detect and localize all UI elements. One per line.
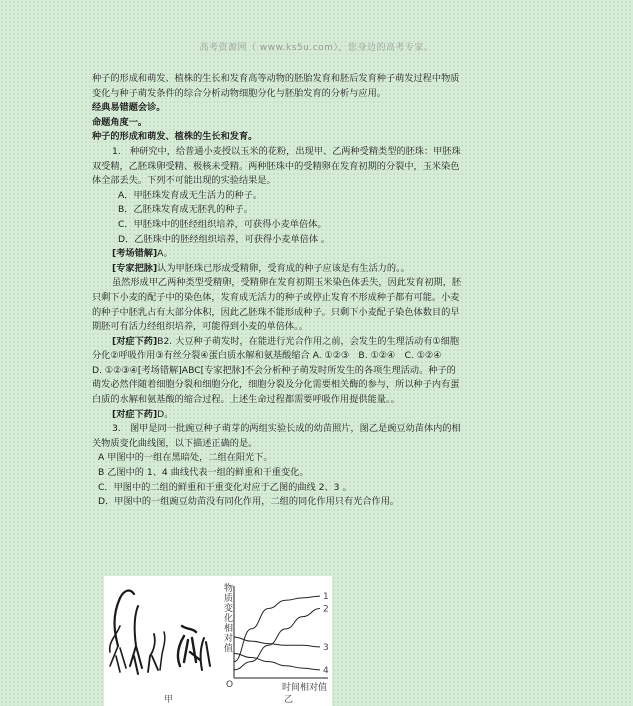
fix-note-2 xyxy=(92,408,552,423)
document-body xyxy=(92,72,552,510)
fix2-label: [对症下药] xyxy=(112,408,158,420)
heading-sub: 命题角度一。 xyxy=(92,116,148,128)
question-1-option: A．甲胚珠发育成无生活力的种子。 xyxy=(118,189,263,201)
series-label-2: 2 xyxy=(323,604,329,615)
question-1-stem: 体全部丢失。下列不可能出现的实验结果是。 xyxy=(92,175,276,187)
wrong-answer-value: A。 xyxy=(157,248,173,260)
expert-label: [专家把脉] xyxy=(112,262,158,274)
chart-xlabel: 时间相对值 xyxy=(282,683,328,693)
question-1-option: D．乙胚珠中的胚经组织培养，可获得小麦单倍体 。 xyxy=(118,233,331,245)
figure-label-yi: 乙 xyxy=(284,695,294,705)
question-3-option: D．甲图中的一组豌豆幼苗没有同化作用，二组的同化作用只有光合作用。 xyxy=(98,496,400,508)
fix-line: 分化②呼吸作用③有丝分裂④蛋白质水解和氨基酸缩合 A. ①②③ B. ①②④ C. ①②④ xyxy=(92,350,442,362)
question-1-option: B．乙胚珠发育成无胚乳的种子。 xyxy=(118,204,253,216)
question-3-option: A 甲图中的一组在黑暗处，二组在阳光下。 xyxy=(98,452,273,464)
fix-line: 白质的水解和氨基酸的缩合过程。上述生命过程都需要呼吸作用提供能量。。 xyxy=(92,394,400,406)
wrong-answer-label: [考场错解] xyxy=(112,248,158,260)
fix-note xyxy=(92,335,552,350)
fix-text: B2. 大豆种子萌发时，在能进行光合作用之前，会发生的生理活动有①细胞 xyxy=(157,335,460,347)
figure-label-jia: 甲 xyxy=(164,695,174,705)
series-label-1: 1 xyxy=(323,592,329,603)
analysis-line: 虽然形成甲乙两种类型受精卵，受精卵在发育初期玉米染色体丢失，因此发育初期，胚 xyxy=(112,277,462,289)
question-1-stem: 1. 种研究中，给普通小麦授以玉米的花粉，出现甲、乙两种受精类型的胚珠：甲胚珠 xyxy=(112,145,461,157)
expert-note xyxy=(92,262,552,277)
chart-ylabel: 物质变化相对值 xyxy=(224,584,234,654)
series-label-4: 4 xyxy=(323,665,329,676)
page-header: 高考资源网（ www.ks5u.com），您身边的高考专家。 xyxy=(199,43,434,53)
analysis-line: 的种子中胚乳占有大部分体积，因此乙胚珠不能形成种子。只剩下小麦配子染色体数目的早 xyxy=(92,306,460,318)
heading-topic: 种子的形成和萌发、植株的生长和发育。 xyxy=(92,131,258,143)
analysis-line: 只剩下小麦的配子中的染色体，发育成无活力的种子或停止发育不形成种子都有可能。小麦 xyxy=(92,291,460,303)
analysis-line: 期胚可有活力经组织培养，可能得到小麦的单倍体。。 xyxy=(92,321,308,333)
question-3-stem: 关物质变化曲线图，以下描述正确的是。 xyxy=(92,437,258,449)
wrong-answer xyxy=(92,247,552,262)
chart-origin: O xyxy=(226,680,234,690)
fix-line: D. ①②③④[考场错解]ABC[专家把脉]不会分析种子萌发时所发生的各项生理活动。种子的 xyxy=(92,364,456,376)
question-1-option: C．甲胚珠中的胚经组织培养，可获得小麦单倍体。 xyxy=(118,218,327,230)
fix-label: [对症下药] xyxy=(112,335,158,347)
series-label-3: 3 xyxy=(323,642,329,653)
question-3-stem: 3. 图甲是同一批豌豆种子萌芽的两组实验长成的幼苗照片，图乙是豌豆幼苗体内的相 xyxy=(112,423,461,435)
intro-line: 种子的形成和萌发、植株的生长和发育高等动物的胚胎发育和胚后发育种子萌发过程中物质 xyxy=(92,73,460,84)
question-3-figure xyxy=(104,576,332,706)
question-1-stem: 双受精，乙胚珠卵受精、极核未受精。两种胚珠中的受精卵在发育初期的分裂中，玉米染色 xyxy=(92,160,460,172)
question-3-option: B 乙图中的 1、4 曲线代表一组的鲜重和干重变化。 xyxy=(98,467,309,479)
question-3-option: C．甲图中的二组的鲜重和干重变化对应于乙图的曲线 2、3 。 xyxy=(98,481,352,493)
fix-line: 萌发必然伴随着细胞分裂和细胞分化，细胞分裂及分化需要相关酶的参与，所以种子内有蛋 xyxy=(92,379,460,391)
expert-text: 认为甲胚珠已形成受精卵，受育成的种子应该是有生活力的。。 xyxy=(157,262,410,274)
fix2-text: D。 xyxy=(157,408,174,420)
heading-main: 经典易错题会诊。 xyxy=(92,102,166,114)
intro-line: 变化与种子萌发条件的综合分析动物细胞分化与胚胎发育的分析与应用。 xyxy=(92,87,386,99)
